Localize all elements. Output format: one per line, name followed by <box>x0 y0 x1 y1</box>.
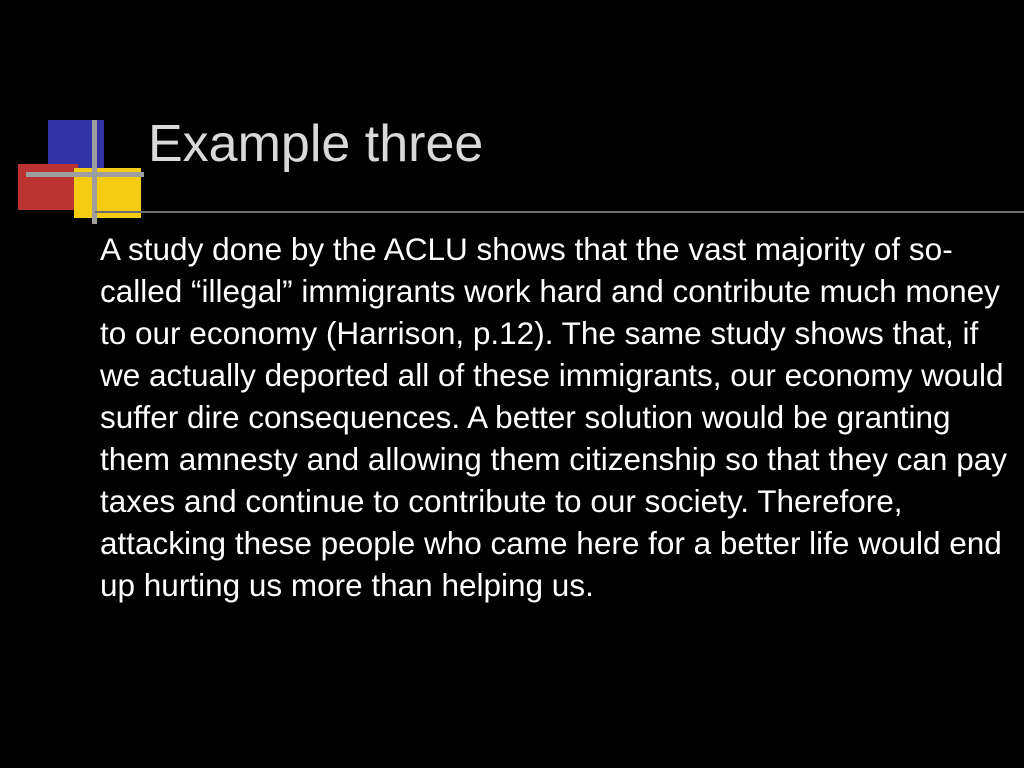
decorative-squares-logo-icon <box>18 120 148 224</box>
slide-body-text: A study done by the ACLU shows that the vast majority of so-called “illegal” immigrants work hard and contribute much money to our economy (Harrison, p.12). The same study shows that, if we actually deported all of these immigrants, our economy would suffer dire consequences. A better solution would be granting them amnesty and allowing them citizenship so that they can pay taxes and continue to contribute to our society. Therefore, attacking these people who came here for a better life would end up hurting us more than helping us. <box>100 231 1007 603</box>
title-divider <box>95 211 1024 213</box>
logo-horizontal-bar-icon <box>26 172 144 177</box>
slide-body-block <box>54 228 1009 606</box>
page-title: Example three <box>148 115 484 173</box>
slide-title-block <box>0 96 1024 216</box>
logo-red-square-icon <box>18 164 78 210</box>
